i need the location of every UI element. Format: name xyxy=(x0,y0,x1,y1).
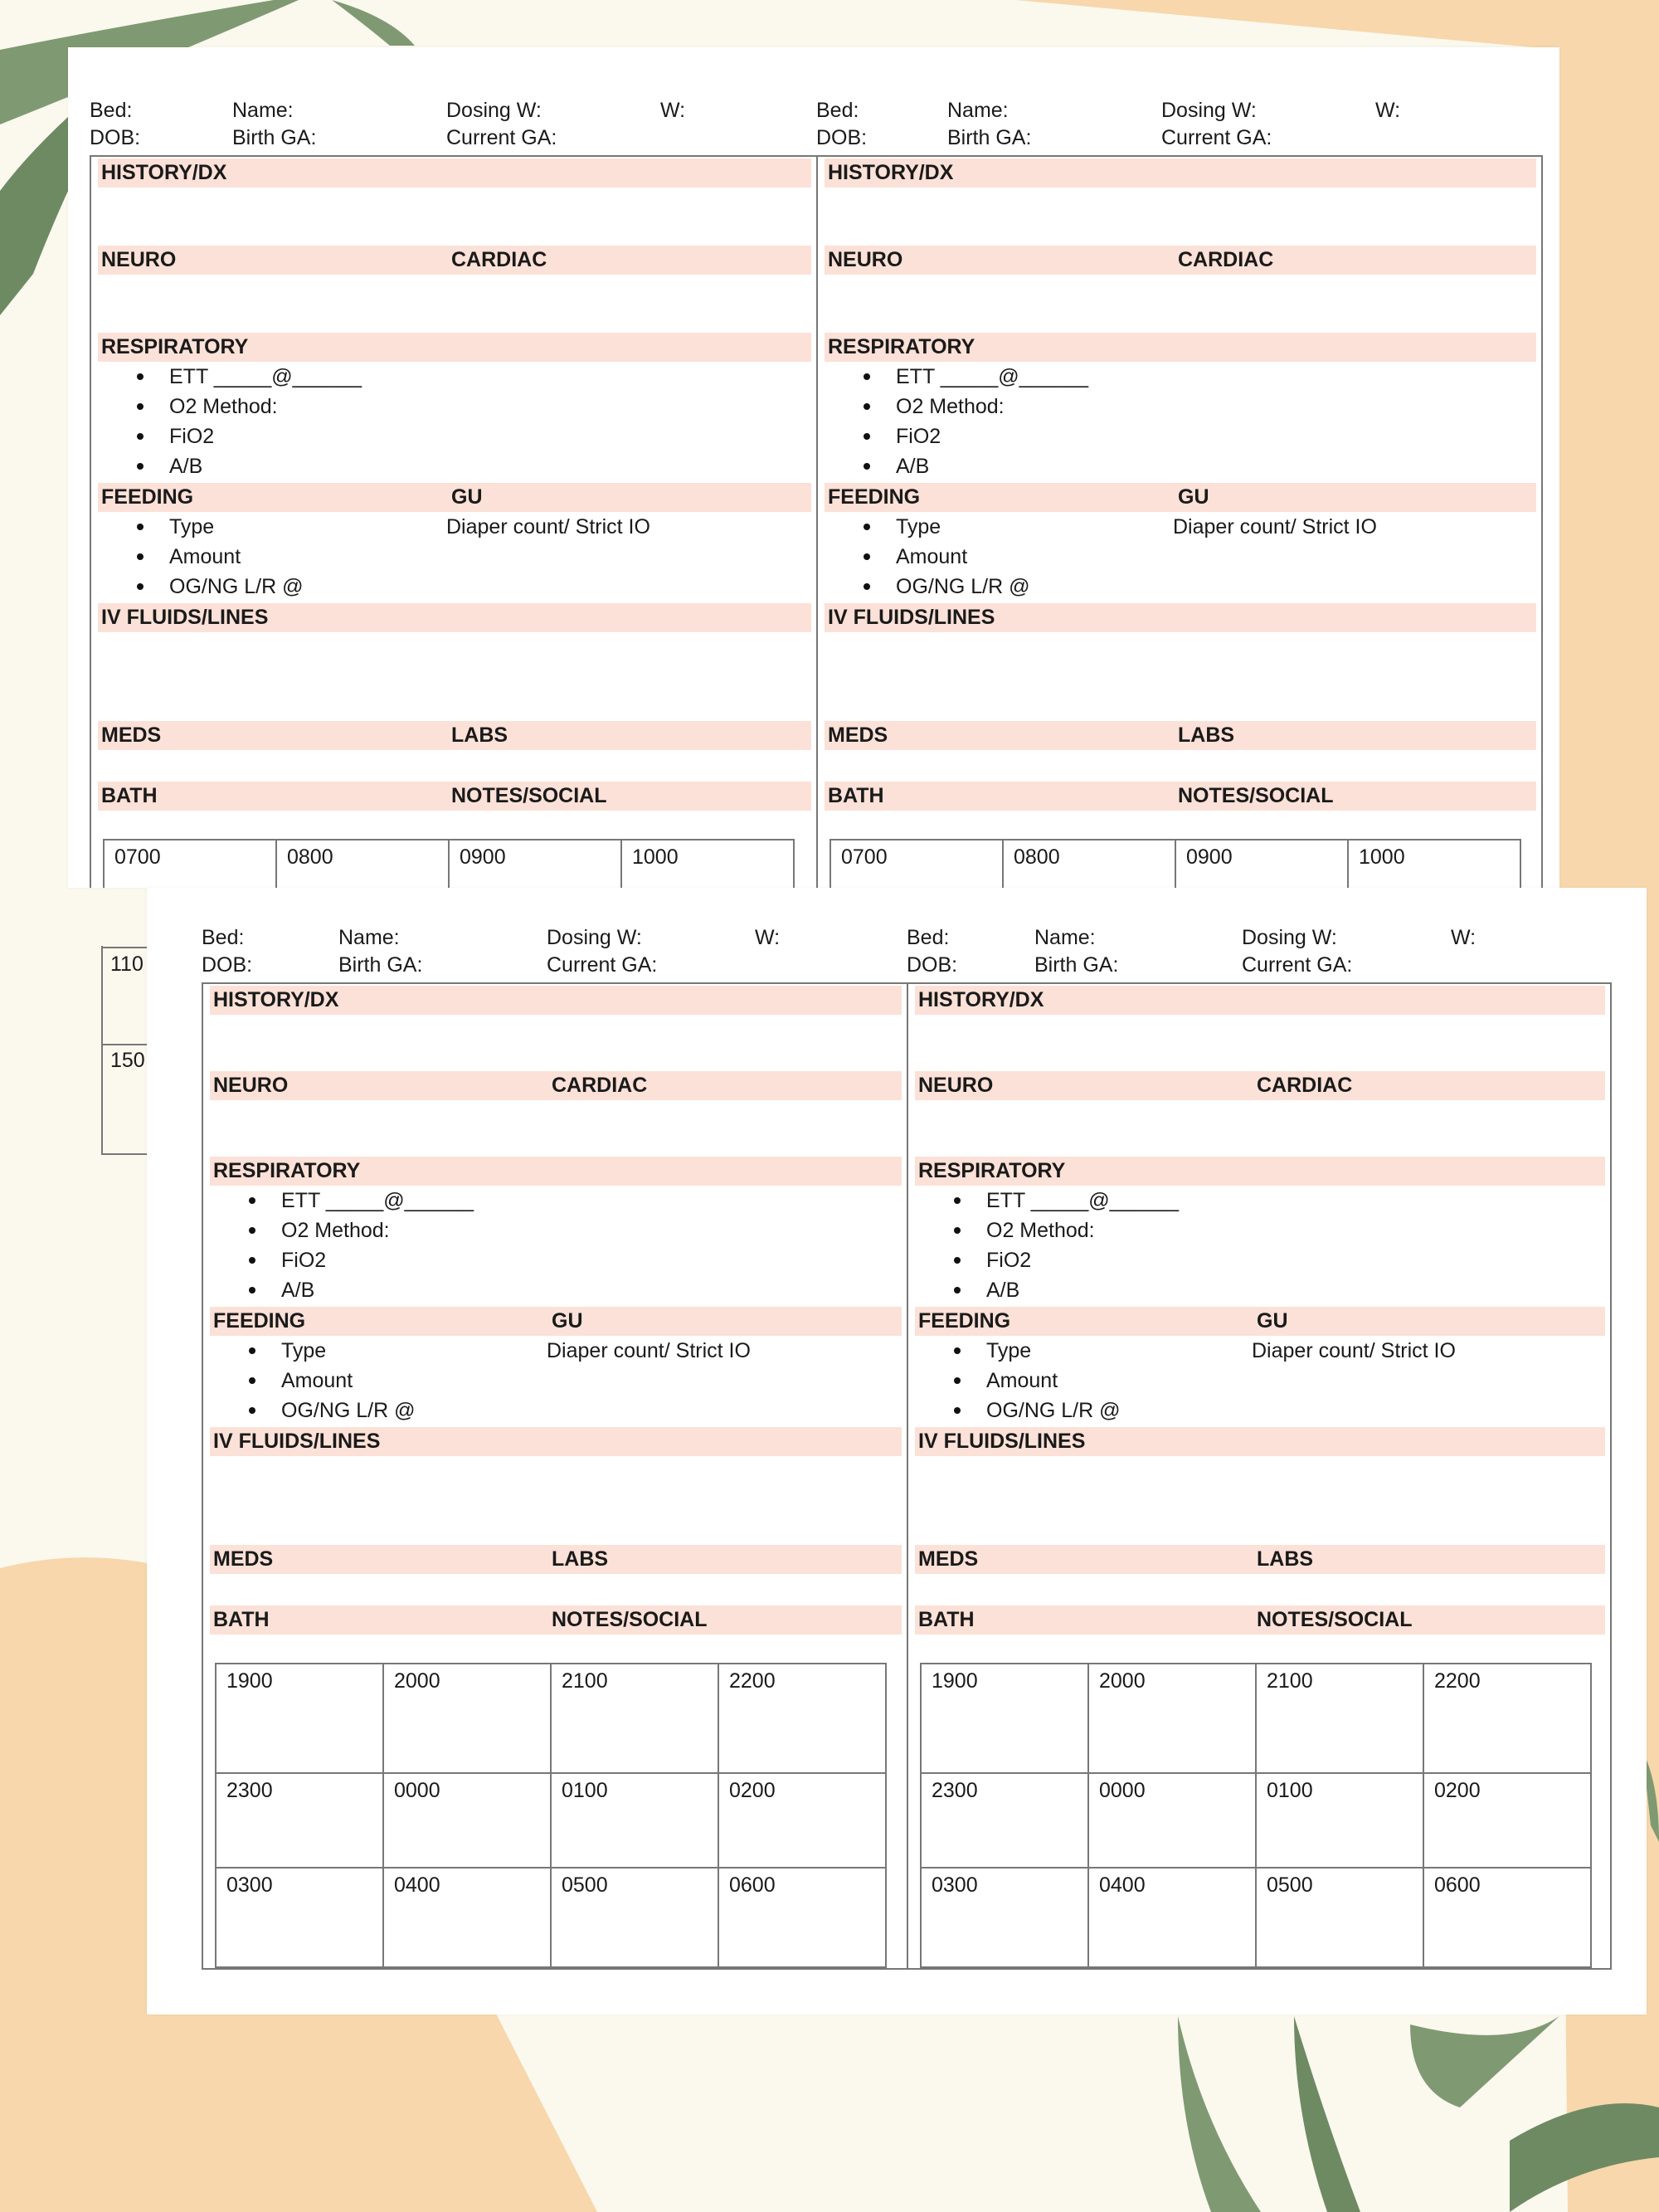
day-report-sheet xyxy=(68,47,1559,888)
patient-header xyxy=(907,926,1612,982)
section-bath-notes xyxy=(98,782,811,811)
birth-ga-label: Birth GA: xyxy=(338,953,423,977)
time-cell[interactable]: 2200 xyxy=(1423,1664,1591,1773)
day-patient-panel-left xyxy=(90,99,816,888)
dob-label: DOB: xyxy=(202,953,253,977)
respiratory-heading: RESPIRATORY xyxy=(918,1159,1066,1182)
hourly-grid xyxy=(215,1663,887,1968)
list-item xyxy=(91,392,816,421)
name-label: Name: xyxy=(1034,926,1096,949)
dosing-weight-label: Dosing W: xyxy=(446,99,542,122)
day-patient-panel-right xyxy=(816,99,1543,888)
feed-type-label: Type xyxy=(169,515,215,538)
time-cell[interactable]: 1000 xyxy=(621,840,794,888)
list-item xyxy=(91,542,816,572)
bullet-icon xyxy=(249,1377,255,1384)
time-cell[interactable]: 1900 xyxy=(216,1664,383,1773)
labs-heading: LABS xyxy=(552,1547,609,1571)
patient-header xyxy=(202,926,907,982)
section-meds-labs xyxy=(915,1545,1605,1574)
weight-label: W: xyxy=(1375,99,1401,122)
feed-type-label: Type xyxy=(896,515,941,538)
night-report-sheet xyxy=(147,888,1647,2015)
bullet-icon xyxy=(954,1407,961,1414)
bullet-icon xyxy=(137,553,144,560)
section-iv xyxy=(915,1427,1605,1456)
fio2-label: FiO2 xyxy=(896,425,941,448)
time-cell[interactable]: 0600 xyxy=(1423,1868,1591,1967)
list-item xyxy=(908,1396,1610,1425)
time-cell[interactable]: 0000 xyxy=(383,1773,551,1868)
labs-heading: LABS xyxy=(451,724,508,747)
time-cell[interactable]: 0100 xyxy=(551,1773,718,1868)
current-ga-label: Current GA: xyxy=(446,126,557,149)
patient-header xyxy=(90,99,816,155)
section-meds-labs xyxy=(98,721,811,750)
list-item xyxy=(203,1275,907,1305)
bullet-icon xyxy=(249,1407,255,1414)
iv-heading: IV FLUIDS/LINES xyxy=(213,1430,381,1453)
fio2-label: FiO2 xyxy=(281,1249,327,1272)
og-ng-label: OG/NG L/R @ xyxy=(169,575,304,598)
diaper-count-label: Diaper count/ Strict IO xyxy=(1252,1339,1456,1362)
time-cell[interactable]: 0800 xyxy=(1003,840,1175,888)
section-bath-notes xyxy=(915,1605,1605,1635)
hourly-grid xyxy=(830,839,1521,888)
time-cell[interactable]: 0200 xyxy=(1423,1773,1591,1868)
list-item xyxy=(91,421,816,451)
fio2-label: FiO2 xyxy=(169,425,215,448)
respiratory-heading: RESPIRATORY xyxy=(101,335,249,358)
og-ng-label: OG/NG L/R @ xyxy=(986,1399,1121,1422)
ett-label: ETT _____@______ xyxy=(169,365,362,388)
list-item xyxy=(908,1186,1610,1216)
name-label: Name: xyxy=(232,99,294,122)
neuro-heading: NEURO xyxy=(101,248,177,271)
time-cell[interactable]: 0900 xyxy=(449,840,621,888)
meds-heading: MEDS xyxy=(828,724,888,747)
ett-label: ETT _____@______ xyxy=(896,365,1089,388)
bullet-icon xyxy=(954,1347,961,1354)
list-item xyxy=(908,1245,1610,1275)
bullet-icon xyxy=(864,433,870,440)
section-history xyxy=(98,158,811,188)
list-item xyxy=(203,1216,907,1245)
history-heading: HISTORY/DX xyxy=(213,988,339,1011)
section-history xyxy=(915,986,1605,1015)
ab-label: A/B xyxy=(281,1279,315,1302)
time-cell[interactable]: 2000 xyxy=(1088,1664,1256,1773)
bullet-icon xyxy=(137,583,144,590)
o2-method-label: O2 Method: xyxy=(281,1219,390,1242)
section-meds-labs xyxy=(825,721,1536,750)
dob-label: DOB: xyxy=(90,126,141,149)
ab-label: A/B xyxy=(896,455,930,478)
section-iv xyxy=(98,603,811,632)
list-item xyxy=(203,1366,907,1396)
list-item xyxy=(91,362,816,392)
birth-ga-label: Birth GA: xyxy=(947,126,1032,149)
bullet-icon xyxy=(954,1227,961,1234)
notes-heading: NOTES/SOCIAL xyxy=(451,784,607,807)
section-respiratory xyxy=(98,333,811,362)
list-item xyxy=(91,451,816,481)
bed-label: Bed: xyxy=(907,926,950,949)
birth-ga-label: Birth GA: xyxy=(1034,953,1119,977)
name-label: Name: xyxy=(947,99,1009,122)
time-cell[interactable]: 0000 xyxy=(1088,1773,1256,1868)
dosing-weight-label: Dosing W: xyxy=(1242,926,1337,949)
notes-heading: NOTES/SOCIAL xyxy=(1257,1608,1413,1631)
list-item xyxy=(818,362,1541,392)
section-feeding-gu xyxy=(915,1307,1605,1336)
birth-ga-label: Birth GA: xyxy=(232,126,317,149)
time-cell[interactable]: 0300 xyxy=(921,1868,1088,1967)
diaper-count-label: Diaper count/ Strict IO xyxy=(1173,515,1377,538)
list-item xyxy=(203,1245,907,1275)
bath-heading: BATH xyxy=(828,784,884,807)
bullet-icon xyxy=(249,1347,255,1354)
bullet-icon xyxy=(864,583,870,590)
history-heading: HISTORY/DX xyxy=(828,161,954,184)
report-box xyxy=(202,982,907,1970)
bullet-icon xyxy=(137,373,144,380)
section-history xyxy=(825,158,1536,188)
list-item xyxy=(818,542,1541,572)
feed-amount-label: Amount xyxy=(986,1369,1058,1392)
history-heading: HISTORY/DX xyxy=(918,988,1044,1011)
time-cell[interactable]: 2300 xyxy=(216,1773,383,1868)
labs-heading: LABS xyxy=(1257,1547,1314,1571)
current-ga-label: Current GA: xyxy=(1161,126,1272,149)
cardiac-heading: CARDIAC xyxy=(1178,248,1274,271)
time-cell[interactable]: 2000 xyxy=(383,1664,551,1773)
report-box xyxy=(90,155,816,888)
ett-label: ETT _____@______ xyxy=(281,1189,474,1212)
weight-label: W: xyxy=(1451,926,1477,949)
gu-heading: GU xyxy=(1178,485,1209,509)
bullet-icon xyxy=(954,1287,961,1294)
o2-method-label: O2 Method: xyxy=(896,395,1005,418)
bullet-icon xyxy=(137,463,144,470)
list-item xyxy=(908,1336,1610,1366)
notes-heading: NOTES/SOCIAL xyxy=(1178,784,1334,807)
list-item xyxy=(818,392,1541,421)
time-cell[interactable]: 0500 xyxy=(1256,1868,1423,1967)
labs-heading: LABS xyxy=(1178,724,1235,747)
section-iv xyxy=(825,603,1536,632)
bath-heading: BATH xyxy=(918,1608,975,1631)
bullet-icon xyxy=(249,1197,255,1204)
neuro-heading: NEURO xyxy=(213,1074,289,1097)
neuro-heading: NEURO xyxy=(828,248,903,271)
section-feeding-gu xyxy=(98,483,811,512)
feed-amount-label: Amount xyxy=(896,545,968,568)
night-patient-panel-left xyxy=(202,926,907,1970)
feed-type-label: Type xyxy=(281,1339,327,1362)
bullet-icon xyxy=(954,1377,961,1384)
hourly-grid xyxy=(103,839,795,888)
respiratory-heading: RESPIRATORY xyxy=(213,1159,361,1182)
time-cell[interactable]: 0500 xyxy=(551,1868,718,1967)
bullet-icon xyxy=(954,1197,961,1204)
bullet-icon xyxy=(249,1287,255,1294)
feed-amount-label: Amount xyxy=(281,1369,353,1392)
list-item xyxy=(908,1216,1610,1245)
section-respiratory xyxy=(210,1157,902,1186)
time-cell[interactable]: 0100 xyxy=(1256,1773,1423,1868)
neuro-heading: NEURO xyxy=(918,1074,994,1097)
report-box xyxy=(907,982,1612,1970)
dosing-weight-label: Dosing W: xyxy=(1161,99,1257,122)
bed-label: Bed: xyxy=(202,926,245,949)
iv-heading: IV FLUIDS/LINES xyxy=(918,1430,1086,1453)
night-patient-panel-right xyxy=(907,926,1612,1970)
ab-label: A/B xyxy=(169,455,203,478)
time-cell[interactable]: 0700 xyxy=(104,840,276,888)
time-cell[interactable]: 0400 xyxy=(1088,1868,1256,1967)
ett-label: ETT _____@______ xyxy=(986,1189,1180,1212)
feeding-heading: FEEDING xyxy=(101,485,194,509)
time-cell[interactable]: 2200 xyxy=(718,1664,886,1773)
section-bath-notes xyxy=(210,1605,902,1635)
time-cell[interactable]: 2100 xyxy=(551,1664,718,1773)
dosing-weight-label: Dosing W: xyxy=(547,926,642,949)
o2-method-label: O2 Method: xyxy=(986,1219,1095,1242)
feeding-heading: FEEDING xyxy=(213,1309,306,1333)
meds-heading: MEDS xyxy=(918,1547,979,1571)
ab-label: A/B xyxy=(986,1279,1020,1302)
list-item xyxy=(203,1396,907,1425)
time-cell[interactable]: 2300 xyxy=(921,1773,1088,1868)
list-item xyxy=(91,512,816,542)
history-heading: HISTORY/DX xyxy=(101,161,227,184)
gu-heading: GU xyxy=(451,485,483,509)
bed-label: Bed: xyxy=(90,99,133,122)
section-iv xyxy=(210,1427,902,1456)
partial-time-label: 150 xyxy=(110,1049,145,1072)
list-item xyxy=(908,1366,1610,1396)
time-cell[interactable]: 1000 xyxy=(1348,840,1520,888)
time-cell[interactable]: 0700 xyxy=(830,840,1003,888)
bullet-icon xyxy=(864,553,870,560)
bath-heading: BATH xyxy=(101,784,158,807)
cardiac-heading: CARDIAC xyxy=(451,248,547,271)
section-meds-labs xyxy=(210,1545,902,1574)
bath-heading: BATH xyxy=(213,1608,270,1631)
report-box xyxy=(816,155,1543,888)
bullet-icon xyxy=(249,1227,255,1234)
list-item xyxy=(818,572,1541,602)
feeding-heading: FEEDING xyxy=(918,1309,1011,1333)
section-bath-notes xyxy=(825,782,1536,811)
respiratory-heading: RESPIRATORY xyxy=(828,335,975,358)
list-item xyxy=(818,451,1541,481)
o2-method-label: O2 Method: xyxy=(169,395,278,418)
meds-heading: MEDS xyxy=(213,1547,274,1571)
time-cell[interactable]: 0200 xyxy=(718,1773,886,1868)
feed-amount-label: Amount xyxy=(169,545,241,568)
notes-heading: NOTES/SOCIAL xyxy=(552,1608,708,1631)
section-respiratory xyxy=(915,1157,1605,1186)
list-item xyxy=(203,1336,907,1366)
bullet-icon xyxy=(249,1257,255,1264)
list-item xyxy=(818,512,1541,542)
time-cell[interactable]: 0400 xyxy=(383,1868,551,1967)
og-ng-label: OG/NG L/R @ xyxy=(896,575,1030,598)
bullet-icon xyxy=(864,373,870,380)
time-cell[interactable]: 0900 xyxy=(1175,840,1348,888)
cardiac-heading: CARDIAC xyxy=(552,1074,648,1097)
patient-header xyxy=(816,99,1543,155)
section-neuro-cardiac xyxy=(98,246,811,275)
dob-label: DOB: xyxy=(907,953,958,977)
bullet-icon xyxy=(137,524,144,530)
section-neuro-cardiac xyxy=(210,1071,902,1100)
cardiac-heading: CARDIAC xyxy=(1257,1074,1353,1097)
bullet-icon xyxy=(864,524,870,530)
iv-heading: IV FLUIDS/LINES xyxy=(828,606,995,629)
bullet-icon xyxy=(864,403,870,410)
section-history xyxy=(210,986,902,1015)
hourly-grid xyxy=(920,1663,1592,1968)
time-cell[interactable]: 0800 xyxy=(276,840,449,888)
weight-label: W: xyxy=(660,99,686,122)
list-item xyxy=(91,572,816,602)
section-feeding-gu xyxy=(210,1307,902,1336)
bullet-icon xyxy=(864,463,870,470)
gu-heading: GU xyxy=(1257,1309,1288,1333)
diaper-count-label: Diaper count/ Strict IO xyxy=(547,1339,751,1362)
section-respiratory xyxy=(825,333,1536,362)
fio2-label: FiO2 xyxy=(986,1249,1032,1272)
iv-heading: IV FLUIDS/LINES xyxy=(101,606,269,629)
section-neuro-cardiac xyxy=(915,1071,1605,1100)
list-item xyxy=(908,1275,1610,1305)
gu-heading: GU xyxy=(552,1309,583,1333)
partial-time-label: 110 xyxy=(110,953,144,976)
diaper-count-label: Diaper count/ Strict IO xyxy=(446,515,650,538)
bullet-icon xyxy=(137,403,144,410)
dob-label: DOB: xyxy=(816,126,868,149)
og-ng-label: OG/NG L/R @ xyxy=(281,1399,416,1422)
feeding-heading: FEEDING xyxy=(828,485,921,509)
current-ga-label: Current GA: xyxy=(547,953,658,977)
section-neuro-cardiac xyxy=(825,246,1536,275)
weight-label: W: xyxy=(755,926,781,949)
time-cell[interactable]: 1900 xyxy=(921,1664,1088,1773)
list-item xyxy=(203,1186,907,1216)
list-item xyxy=(818,421,1541,451)
current-ga-label: Current GA: xyxy=(1242,953,1353,977)
time-cell[interactable]: 0600 xyxy=(718,1868,886,1967)
section-feeding-gu xyxy=(825,483,1536,512)
time-cell[interactable]: 0300 xyxy=(216,1868,383,1967)
bullet-icon xyxy=(137,433,144,440)
meds-heading: MEDS xyxy=(101,724,162,747)
time-cell[interactable]: 2100 xyxy=(1256,1664,1423,1773)
bullet-icon xyxy=(954,1257,961,1264)
feed-type-label: Type xyxy=(986,1339,1032,1362)
bed-label: Bed: xyxy=(816,99,859,122)
name-label: Name: xyxy=(338,926,400,949)
